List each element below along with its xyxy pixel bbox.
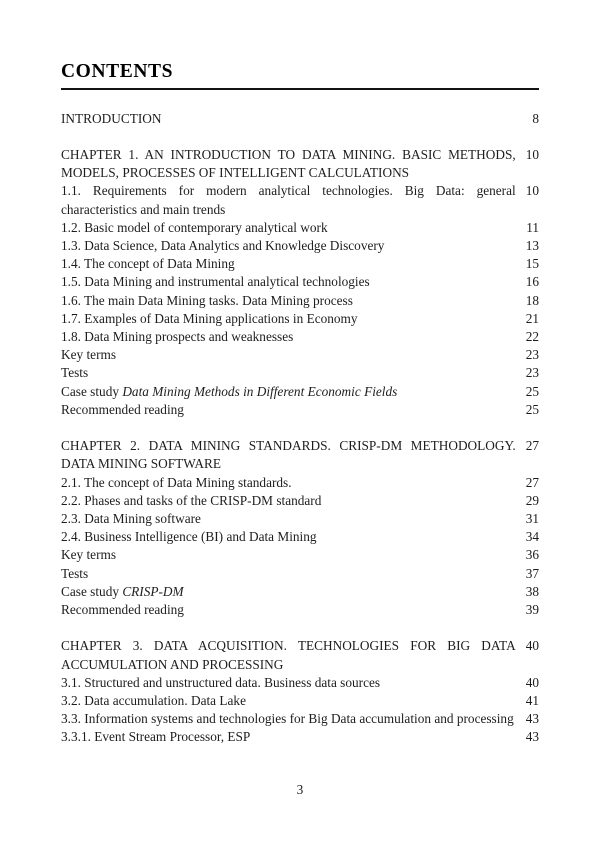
toc-entry[interactable]: [61, 510, 539, 528]
toc-entry[interactable]: [61, 182, 539, 218]
toc-list: [61, 110, 539, 747]
toc-entry-label: 2.2. Phases and tasks of the CRISP-DM standard: [61, 492, 322, 508]
toc-entry-label: 1.5. Data Mining and instrumental analytical technologies: [61, 274, 370, 290]
toc-entry-page-number: 40: [525, 674, 539, 690]
toc-entry-page-number: 41: [525, 692, 539, 708]
toc-entry-page-number: 36: [525, 547, 539, 563]
toc-entry-page-number: 25: [525, 383, 539, 399]
toc-entry-page-number: 37: [525, 565, 539, 581]
toc-entry-page-number: 27: [525, 474, 539, 490]
toc-entry-title-italic: CRISP-DM: [122, 583, 184, 599]
toc-entry[interactable]: [61, 273, 539, 291]
section-gap: [61, 128, 539, 146]
toc-entry[interactable]: [61, 383, 539, 401]
toc-entry-label: 2.3. Data Mining software: [61, 510, 201, 526]
toc-entry[interactable]: [61, 565, 539, 583]
toc-entry[interactable]: [61, 364, 539, 382]
toc-entry[interactable]: [61, 110, 539, 128]
toc-entry-page-number: 10: [525, 183, 539, 199]
toc-entry[interactable]: [61, 637, 539, 673]
toc-entry[interactable]: [61, 674, 539, 692]
toc-entry[interactable]: [61, 583, 539, 601]
toc-entry-page-number: 43: [525, 711, 539, 727]
toc-entry[interactable]: [61, 346, 539, 364]
toc-entry[interactable]: [61, 328, 539, 346]
toc-entry-label: 3.3. Information systems and technologies for Big Data accumulation and processing: [61, 711, 514, 727]
toc-entry-page-number: 15: [525, 256, 539, 272]
toc-entry-label: 2.1. The concept of Data Mining standards.: [61, 474, 292, 490]
toc-entry-page-number: 23: [525, 365, 539, 381]
section-gap: [61, 619, 539, 637]
toc-entry-page-number: 10: [525, 146, 539, 162]
page-number-footer: 3: [296, 782, 304, 797]
toc-entry-label: INTRODUCTION: [61, 110, 162, 126]
toc-entry-label: Case study: [61, 583, 123, 599]
toc-entry-page-number: 43: [525, 729, 539, 745]
toc-entry[interactable]: [61, 710, 539, 728]
toc-entry-label: Key terms: [61, 547, 117, 563]
toc-entry[interactable]: [61, 546, 539, 564]
toc-entry-label: 1.8. Data Mining prospects and weaknesses: [61, 328, 294, 344]
toc-entry-label: CHAPTER 3. DATA ACQUISITION. TECHNOLOGIES FOR BIG DATA ACCUMULATION AND PROCESSING: [61, 638, 516, 672]
toc-entry-label: CHAPTER 2. DATA MINING STANDARDS. CRISP-DM METHODOLOGY. DATA MINING SOFTWARE: [61, 438, 516, 472]
toc-entry-label: Tests: [61, 365, 89, 381]
toc-entry-label: 1.7. Examples of Data Mining applications in Economy: [61, 310, 358, 326]
toc-entry-page-number: 22: [525, 328, 539, 344]
toc-entry[interactable]: [61, 437, 539, 473]
toc-entry-page-number: 8: [532, 110, 539, 126]
toc-entry-page-number: 16: [525, 274, 539, 290]
toc-entry-label: Case study: [61, 383, 123, 399]
toc-entry-label: 1.1. Requirements for modern analytical technologies. Big Data: general characteristics and main trends: [61, 183, 516, 217]
toc-entry-label: 2.4. Business Intelligence (BI) and Data Mining: [61, 529, 317, 545]
toc-entry[interactable]: [61, 528, 539, 546]
toc-entry-page-number: 40: [525, 638, 539, 654]
toc-entry-page-number: 34: [525, 529, 539, 545]
toc-entry[interactable]: [61, 492, 539, 510]
toc-entry[interactable]: [61, 146, 539, 182]
toc-entry-label: 3.3.1. Event Stream Processor, ESP: [61, 729, 251, 745]
toc-entry-label: Tests: [61, 565, 89, 581]
toc-entry[interactable]: [61, 601, 539, 619]
page-title: CONTENTS: [61, 61, 174, 82]
toc-entry[interactable]: [61, 401, 539, 419]
toc-entry[interactable]: [61, 292, 539, 310]
toc-entry-title-italic: Data Mining Methods in Different Economic Fields: [122, 383, 398, 399]
toc-entry[interactable]: [61, 728, 539, 746]
toc-entry-page-number: 25: [525, 401, 539, 417]
toc-entry-label: Recommended reading: [61, 401, 184, 417]
toc-entry-label: 1.2. Basic model of contemporary analytical work: [61, 219, 328, 235]
toc-entry-label: 3.1. Structured and unstructured data. Business data sources: [61, 674, 381, 690]
toc-entry[interactable]: [61, 237, 539, 255]
toc-entry-page-number: 11: [526, 219, 539, 235]
toc-entry-page-number: 23: [525, 347, 539, 363]
toc-entry-label: Recommended reading: [61, 601, 184, 617]
toc-entry-page-number: 27: [525, 438, 539, 454]
toc-entry-page-number: 29: [525, 492, 539, 508]
title-divider: [61, 88, 539, 90]
toc-entry-page-number: 21: [525, 310, 539, 326]
toc-entry-page-number: 38: [525, 583, 539, 599]
content-area: [61, 62, 539, 747]
toc-entry[interactable]: [61, 219, 539, 237]
toc-entry-label: 1.4. The concept of Data Mining: [61, 256, 235, 272]
toc-entry-label: 3.2. Data accumulation. Data Lake: [61, 692, 246, 708]
toc-entry[interactable]: [61, 310, 539, 328]
toc-entry-page-number: 39: [525, 601, 539, 617]
toc-entry[interactable]: [61, 255, 539, 273]
toc-entry[interactable]: [61, 474, 539, 492]
toc-entry-label: CHAPTER 1. AN INTRODUCTION TO DATA MINING. BASIC METHODS, MODELS, PROCESSES OF INTELLIGENT CALCULATIONS: [61, 146, 516, 181]
toc-entry-label: 1.6. The main Data Mining tasks. Data Mining process: [61, 292, 353, 308]
toc-entry-label: Key terms: [61, 347, 117, 363]
toc-entry-page-number: 13: [525, 237, 539, 253]
toc-entry-page-number: 18: [525, 292, 539, 308]
toc-entry-page-number: 31: [525, 510, 539, 526]
toc-entry-label: 1.3. Data Science, Data Analytics and Knowledge Discovery: [61, 237, 385, 253]
section-gap: [61, 419, 539, 437]
toc-entry[interactable]: [61, 692, 539, 710]
